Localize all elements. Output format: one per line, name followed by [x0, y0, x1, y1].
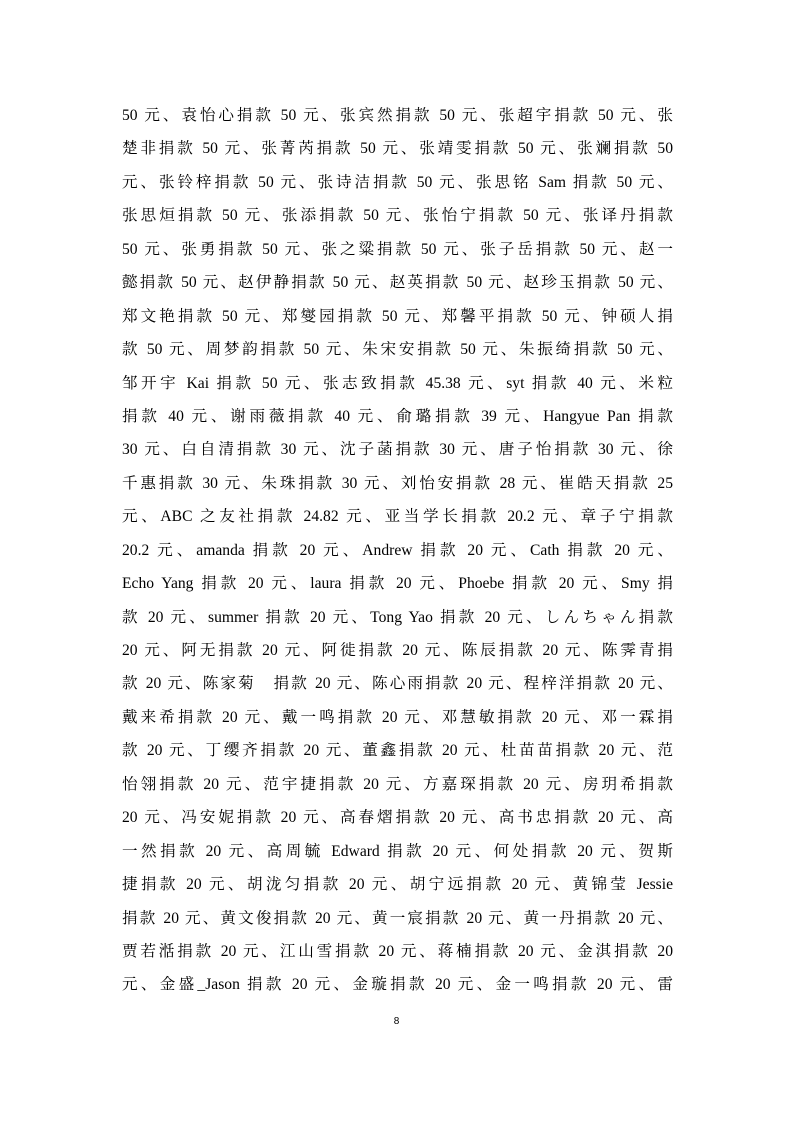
text-line: 一然捐款 20 元、高周毓 Edward 捐款 20 元、何处捐款 20 元、贺斯 — [122, 842, 673, 860]
text-line: 20 元、冯安妮捐款 20 元、高春熠捐款 20 元、高书忠捐款 20 元、高 — [122, 809, 673, 827]
text-line: 捐款 20 元、黄文俊捐款 20 元、黄一宸捐款 20 元、黄一丹捐款 20 元、 — [122, 909, 673, 927]
text-line: 款 20 元、丁缨齐捐款 20 元、董鑫捐款 20 元、杜苗苗捐款 20 元、范 — [122, 742, 673, 760]
text-line: 元、张铃梓捐款 50 元、张诗洁捐款 50 元、张思铭 Sam 捐款 50 元、 — [122, 173, 673, 191]
text-line: 张思烜捐款 50 元、张添捐款 50 元、张怡宁捐款 50 元、张译丹捐款 — [122, 207, 673, 225]
text-line: 邹开宇 Kai 捐款 50 元、张志致捐款 45.38 元、syt 捐款 40 元、米粒 — [122, 374, 673, 392]
text-line: 捷捐款 20 元、胡泷匀捐款 20 元、胡宁远捐款 20 元、黄锦莹 Jessie — [122, 876, 673, 894]
text-line: 元、金盛_Jason 捐款 20 元、金璇捐款 20 元、金一鸣捐款 20 元、雷 — [122, 976, 673, 994]
text-line: 50 元、张勇捐款 50 元、张之粱捐款 50 元、张子岳捐款 50 元、赵一 — [122, 240, 673, 258]
text-line: 贾若湉捐款 20 元、江山雪捐款 20 元、蒋楠捐款 20 元、金淇捐款 20 — [122, 942, 673, 960]
text-line: 元、ABC 之友社捐款 24.82 元、亚当学长捐款 20.2 元、章子宁捐款 — [122, 508, 673, 526]
text-line: 怡翎捐款 20 元、范宇捷捐款 20 元、方嘉琛捐款 20 元、房玥希捐款 — [122, 775, 673, 793]
text-line: 20.2 元、amanda 捐款 20 元、Andrew 捐款 20 元、Cath 捐款 20 元、 — [122, 541, 673, 559]
text-line: Echo Yang 捐款 20 元、laura 捐款 20 元、Phoebe 捐款 20 元、Smy 捐 — [122, 575, 673, 593]
text-line: 千惠捐款 30 元、朱珠捐款 30 元、刘怡安捐款 28 元、崔皓天捐款 25 — [122, 474, 673, 492]
text-line: 款 20 元、陈家菊 捐款 20 元、陈心雨捐款 20 元、程梓洋捐款 20 元、 — [122, 675, 673, 693]
text-line: 楚非捐款 50 元、张菁芮捐款 50 元、张靖雯捐款 50 元、张斓捐款 50 — [122, 140, 673, 158]
text-line: 30 元、白自清捐款 30 元、沈子菡捐款 30 元、唐子怡捐款 30 元、徐 — [122, 441, 673, 459]
text-line: 戴来希捐款 20 元、戴一鸣捐款 20 元、邓慧敏捐款 20 元、邓一霖捐 — [122, 708, 673, 726]
text-line: 款 50 元、周梦韵捐款 50 元、朱宋安捐款 50 元、朱振绮捐款 50 元、 — [122, 341, 673, 359]
text-line: 款 20 元、summer 捐款 20 元、Tong Yao 捐款 20 元、しんちゃん捐款 — [122, 608, 673, 626]
page-number: 8 — [393, 1016, 400, 1027]
donor-list-paragraph — [122, 99, 673, 1002]
text-line: 郑文艳捐款 50 元、郑燮园捐款 50 元、郑馨平捐款 50 元、钟硕人捐 — [122, 307, 673, 325]
text-line: 捐款 40 元、谢雨薇捐款 40 元、俞璐捐款 39 元、Hangyue Pan 捐款 — [122, 407, 673, 425]
text-line: 50 元、袁怡心捐款 50 元、张宾然捐款 50 元、张超宇捐款 50 元、张 — [122, 107, 673, 124]
text-line: 20 元、阿无捐款 20 元、阿徙捐款 20 元、陈辰捐款 20 元、陈霁青捐 — [122, 642, 673, 659]
text-line: 懿捐款 50 元、赵伊静捐款 50 元、赵英捐款 50 元、赵珍玉捐款 50 元、 — [122, 274, 673, 292]
